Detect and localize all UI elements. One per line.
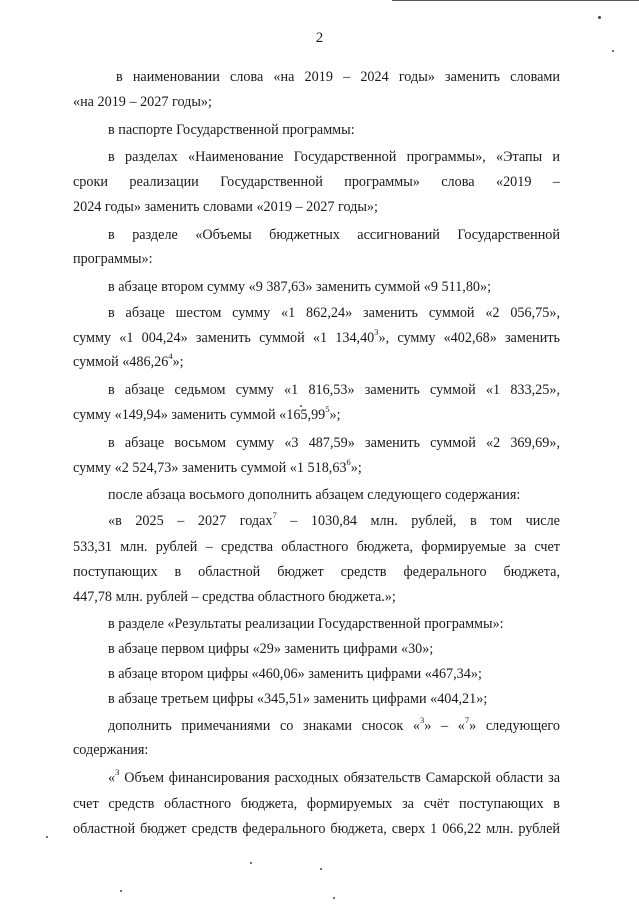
scan-speck [320, 868, 322, 870]
text-line: сроки реализации Государственной программы» слова «2019 – [73, 174, 560, 190]
footnote-mark: 7 [464, 715, 470, 726]
scan-edge-line [392, 0, 639, 1]
text-line: содержания: [73, 742, 149, 758]
text-line: программы»: [73, 251, 153, 267]
footnote-mark: 5 [325, 404, 330, 415]
page-number: 2 [315, 30, 324, 46]
text-line: после абзаца восьмого дополнить абзацем следующего содержания: [108, 487, 521, 503]
text-line: 533,31 млн. рублей – средства областного бюджета, формируемые за счет [73, 539, 560, 555]
text-line: сумму «2 524,73» заменить суммой «1 518,63$^6$»; [73, 457, 362, 476]
footnote-mark: 7 [272, 510, 277, 521]
text-line: в абзаце третьем цифры «345,51» заменить цифрами «404,21»; [108, 691, 488, 707]
scan-speck [333, 897, 335, 899]
text-line: «на 2019 – 2027 годы»; [73, 94, 212, 110]
text-line: в разделе «Результаты реализации Государственной программы»: [108, 616, 504, 632]
scan-speck [120, 890, 122, 892]
scan-speck [598, 16, 601, 19]
text-line: дополнить примечаниями со знаками сносок «$^3$» – «$^7$» следующего [108, 715, 560, 734]
scan-speck [612, 50, 614, 52]
text-line: в абзаце втором цифры «460,06» заменить цифрами «467,34»; [108, 666, 482, 682]
scan-speck [250, 862, 252, 864]
text-line: 2024 годы» заменить словами «2019 – 2027 годы»; [73, 199, 378, 215]
text-line: в паспорте Государственной программы: [108, 122, 355, 138]
scan-speck [46, 836, 48, 838]
text-line: в разделе «Объемы бюджетных ассигнований Государственной [108, 227, 560, 243]
text-line: в абзаце восьмом сумму «3 487,59» заменить суммой «2 369,69», [108, 435, 560, 451]
text-line: сумму «149,94» заменить суммой «165,99$^5$»; [73, 404, 341, 423]
text-line: «$^3$ Объем финансирования расходных обязательств Самарской области за [108, 767, 560, 786]
text-line: в абзаце первом цифры «29» заменить цифрами «30»; [108, 641, 434, 657]
text-line: в абзаце втором сумму «9 387,63» заменить суммой «9 511,80»; [108, 279, 492, 295]
scan-speck [300, 405, 302, 407]
text-line: в наименовании слова «на 2019 – 2024 годы» заменить словами [116, 69, 560, 85]
footnote-mark: 3 [374, 327, 379, 338]
text-line: «в 2025 – 2027 годах$^7$ – 1030,84 млн. рублей, в том числе [108, 510, 560, 529]
text-line: в абзаце седьмом сумму «1 816,53» заменить суммой «1 833,25», [108, 382, 560, 398]
footnote-mark: 6 [346, 457, 351, 468]
text-line: областной бюджет средств федерального бюджета, сверх 1 066,22 млн. рублей [73, 821, 560, 837]
text-line: поступающих в областной бюджет средств федерального бюджета, [73, 564, 560, 580]
text-line: счет средств областного бюджета, формируемых за счёт поступающих в [73, 796, 560, 812]
footnote-mark: 4 [168, 351, 173, 362]
text-line: в абзаце шестом сумму «1 862,24» заменить суммой «2 056,75», [108, 305, 560, 321]
footnote-mark: 3 [115, 767, 120, 778]
text-line: сумму «1 004,24» заменить суммой «1 134,40$^3$», сумму «402,68» заменить [73, 327, 560, 346]
text-line: суммой «486,26$^4$»; [73, 351, 184, 370]
text-line: 447,78 млн. рублей – средства областного бюджета.»; [73, 589, 396, 605]
text-line: в разделах «Наименование Государственной программы», «Этапы и [108, 149, 560, 165]
footnote-mark: 3 [420, 715, 425, 726]
